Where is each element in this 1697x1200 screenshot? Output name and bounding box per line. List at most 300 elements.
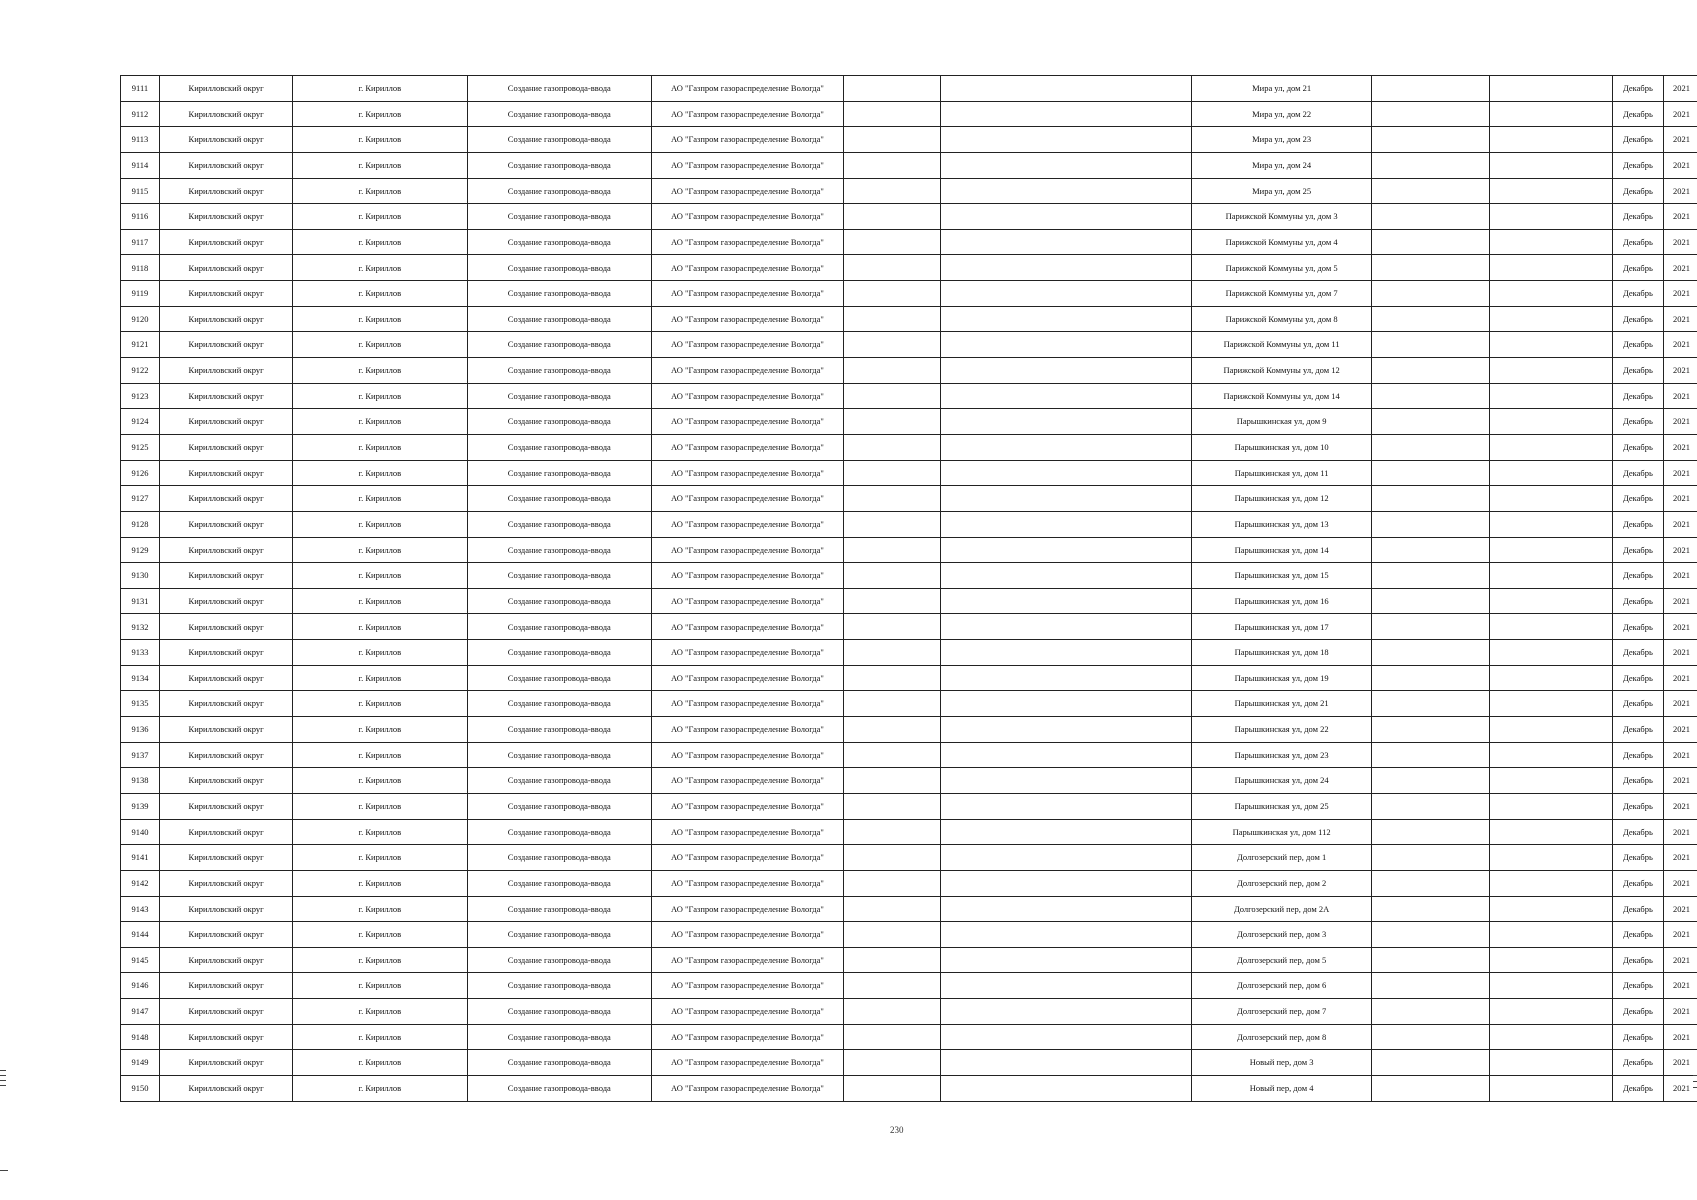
- city-cell: г. Кириллов: [293, 870, 467, 896]
- empty-cell: [843, 101, 940, 127]
- month-cell: Декабрь: [1612, 742, 1663, 768]
- address-cell: Парышкинская ул, дом 112: [1192, 819, 1371, 845]
- action-cell: Создание газопровода-ввода: [467, 281, 652, 307]
- row-number: 9115: [121, 178, 160, 204]
- okrug-cell: Кирилловский округ: [159, 127, 292, 153]
- empty-cell: [941, 793, 1192, 819]
- empty-cell: [1371, 358, 1489, 384]
- action-cell: Создание газопровода-ввода: [467, 537, 652, 563]
- city-cell: г. Кириллов: [293, 1075, 467, 1101]
- city-cell: г. Кириллов: [293, 896, 467, 922]
- okrug-cell: Кирилловский округ: [159, 845, 292, 871]
- address-cell: Долгозерский пер, дом 5: [1192, 947, 1371, 973]
- organization-cell: АО "Газпром газораспределение Вологда": [652, 358, 844, 384]
- organization-cell: АО "Газпром газораспределение Вологда": [652, 511, 844, 537]
- empty-cell: [1489, 896, 1612, 922]
- table-row: [121, 742, 1697, 768]
- month-cell: Декабрь: [1612, 460, 1663, 486]
- empty-cell: [1371, 563, 1489, 589]
- okrug-cell: Кирилловский округ: [159, 691, 292, 717]
- empty-cell: [1489, 717, 1612, 743]
- empty-cell: [1489, 152, 1612, 178]
- organization-cell: АО "Газпром газораспределение Вологда": [652, 845, 844, 871]
- empty-cell: [1489, 127, 1612, 153]
- empty-cell: [1489, 819, 1612, 845]
- empty-cell: [1489, 845, 1612, 871]
- row-number: 9139: [121, 793, 160, 819]
- empty-cell: [1371, 1050, 1489, 1076]
- organization-cell: АО "Газпром газораспределение Вологда": [652, 768, 844, 794]
- row-number: 9128: [121, 511, 160, 537]
- row-number: 9140: [121, 819, 160, 845]
- organization-cell: АО "Газпром газораспределение Вологда": [652, 665, 844, 691]
- year-cell: 2021: [1664, 486, 1697, 512]
- row-number: 9120: [121, 306, 160, 332]
- table-row: [121, 922, 1697, 948]
- empty-cell: [843, 358, 940, 384]
- city-cell: г. Кириллов: [293, 306, 467, 332]
- action-cell: Создание газопровода-ввода: [467, 742, 652, 768]
- action-cell: Создание газопровода-ввода: [467, 665, 652, 691]
- okrug-cell: Кирилловский округ: [159, 819, 292, 845]
- address-cell: Долгозерский пер, дом 6: [1192, 973, 1371, 999]
- empty-cell: [843, 1050, 940, 1076]
- table-row: [121, 691, 1697, 717]
- empty-cell: [1489, 640, 1612, 666]
- organization-cell: АО "Газпром газораспределение Вологда": [652, 973, 844, 999]
- okrug-cell: Кирилловский округ: [159, 409, 292, 435]
- empty-cell: [1371, 101, 1489, 127]
- action-cell: Создание газопровода-ввода: [467, 255, 652, 281]
- empty-cell: [843, 896, 940, 922]
- empty-cell: [941, 434, 1192, 460]
- table-row: [121, 358, 1697, 384]
- empty-cell: [1489, 665, 1612, 691]
- empty-cell: [1371, 127, 1489, 153]
- address-cell: Мира ул, дом 22: [1192, 101, 1371, 127]
- empty-cell: [1489, 768, 1612, 794]
- year-cell: 2021: [1664, 845, 1697, 871]
- gasification-table: [120, 75, 1697, 1102]
- okrug-cell: Кирилловский округ: [159, 332, 292, 358]
- empty-cell: [843, 563, 940, 589]
- organization-cell: АО "Газпром газораспределение Вологда": [652, 486, 844, 512]
- year-cell: 2021: [1664, 793, 1697, 819]
- address-cell: Долгозерский пер, дом 3: [1192, 922, 1371, 948]
- empty-cell: [1371, 588, 1489, 614]
- empty-cell: [941, 537, 1192, 563]
- okrug-cell: Кирилловский округ: [159, 717, 292, 743]
- empty-cell: [1489, 537, 1612, 563]
- organization-cell: АО "Газпром газораспределение Вологда": [652, 101, 844, 127]
- table-row: [121, 511, 1697, 537]
- empty-cell: [941, 358, 1192, 384]
- year-cell: 2021: [1664, 101, 1697, 127]
- empty-cell: [1489, 922, 1612, 948]
- address-cell: Парижской Коммуны ул, дом 12: [1192, 358, 1371, 384]
- address-cell: Парышкинская ул, дом 13: [1192, 511, 1371, 537]
- empty-cell: [1371, 229, 1489, 255]
- row-number: 9129: [121, 537, 160, 563]
- empty-cell: [1371, 793, 1489, 819]
- row-number: 9127: [121, 486, 160, 512]
- organization-cell: АО "Газпром газораспределение Вологда": [652, 947, 844, 973]
- organization-cell: АО "Газпром газораспределение Вологда": [652, 691, 844, 717]
- organization-cell: АО "Газпром газораспределение Вологда": [652, 1075, 844, 1101]
- month-cell: Декабрь: [1612, 409, 1663, 435]
- address-cell: Парышкинская ул, дом 23: [1192, 742, 1371, 768]
- empty-cell: [1371, 255, 1489, 281]
- empty-cell: [1489, 204, 1612, 230]
- empty-cell: [1489, 229, 1612, 255]
- city-cell: г. Кириллов: [293, 845, 467, 871]
- city-cell: г. Кириллов: [293, 486, 467, 512]
- table-row: [121, 614, 1697, 640]
- table-row: [121, 870, 1697, 896]
- month-cell: Декабрь: [1612, 588, 1663, 614]
- empty-cell: [843, 383, 940, 409]
- empty-cell: [843, 768, 940, 794]
- table-row: [121, 793, 1697, 819]
- row-number: 9147: [121, 999, 160, 1025]
- empty-cell: [1371, 999, 1489, 1025]
- organization-cell: АО "Газпром газораспределение Вологда": [652, 281, 844, 307]
- action-cell: Создание газопровода-ввода: [467, 1050, 652, 1076]
- month-cell: Декабрь: [1612, 973, 1663, 999]
- city-cell: г. Кириллов: [293, 460, 467, 486]
- address-cell: Парижской Коммуны ул, дом 7: [1192, 281, 1371, 307]
- city-cell: г. Кириллов: [293, 358, 467, 384]
- month-cell: Декабрь: [1612, 383, 1663, 409]
- year-cell: 2021: [1664, 922, 1697, 948]
- empty-cell: [941, 255, 1192, 281]
- month-cell: Декабрь: [1612, 204, 1663, 230]
- year-cell: 2021: [1664, 1050, 1697, 1076]
- table-row: [121, 434, 1697, 460]
- empty-cell: [1371, 204, 1489, 230]
- empty-cell: [843, 178, 940, 204]
- table-row: [121, 1050, 1697, 1076]
- row-number: 9126: [121, 460, 160, 486]
- empty-cell: [843, 486, 940, 512]
- month-cell: Декабрь: [1612, 281, 1663, 307]
- organization-cell: АО "Газпром газораспределение Вологда": [652, 717, 844, 743]
- empty-cell: [941, 101, 1192, 127]
- city-cell: г. Кириллов: [293, 383, 467, 409]
- okrug-cell: Кирилловский округ: [159, 588, 292, 614]
- year-cell: 2021: [1664, 281, 1697, 307]
- organization-cell: АО "Газпром газораспределение Вологда": [652, 819, 844, 845]
- empty-cell: [1371, 511, 1489, 537]
- scan-edge-mark: [0, 1170, 8, 1171]
- month-cell: Декабрь: [1612, 358, 1663, 384]
- month-cell: Декабрь: [1612, 101, 1663, 127]
- okrug-cell: Кирилловский округ: [159, 665, 292, 691]
- city-cell: г. Кириллов: [293, 178, 467, 204]
- action-cell: Создание газопровода-ввода: [467, 999, 652, 1025]
- empty-cell: [843, 127, 940, 153]
- table-row: [121, 460, 1697, 486]
- empty-cell: [1489, 1075, 1612, 1101]
- table-row: [121, 845, 1697, 871]
- table-row: [121, 999, 1697, 1025]
- city-cell: г. Кириллов: [293, 537, 467, 563]
- table-row: [121, 101, 1697, 127]
- action-cell: Создание газопровода-ввода: [467, 76, 652, 102]
- action-cell: Создание газопровода-ввода: [467, 819, 652, 845]
- month-cell: Декабрь: [1612, 255, 1663, 281]
- organization-cell: АО "Газпром газораспределение Вологда": [652, 537, 844, 563]
- empty-cell: [1371, 306, 1489, 332]
- empty-cell: [941, 922, 1192, 948]
- empty-cell: [1371, 460, 1489, 486]
- row-number: 9135: [121, 691, 160, 717]
- empty-cell: [1371, 922, 1489, 948]
- address-cell: Парышкинская ул, дом 11: [1192, 460, 1371, 486]
- empty-cell: [1489, 306, 1612, 332]
- address-cell: Парижской Коммуны ул, дом 5: [1192, 255, 1371, 281]
- right-margin-marks: [1693, 1075, 1697, 1093]
- month-cell: Декабрь: [1612, 229, 1663, 255]
- year-cell: 2021: [1664, 383, 1697, 409]
- city-cell: г. Кириллов: [293, 1024, 467, 1050]
- okrug-cell: Кирилловский округ: [159, 742, 292, 768]
- row-number: 9124: [121, 409, 160, 435]
- year-cell: 2021: [1664, 511, 1697, 537]
- row-number: 9116: [121, 204, 160, 230]
- organization-cell: АО "Газпром газораспределение Вологда": [652, 152, 844, 178]
- empty-cell: [1489, 742, 1612, 768]
- empty-cell: [1489, 870, 1612, 896]
- organization-cell: АО "Газпром газораспределение Вологда": [652, 793, 844, 819]
- table-row: [121, 127, 1697, 153]
- empty-cell: [1371, 717, 1489, 743]
- empty-cell: [843, 1075, 940, 1101]
- month-cell: Декабрь: [1612, 640, 1663, 666]
- row-number: 9144: [121, 922, 160, 948]
- empty-cell: [843, 460, 940, 486]
- city-cell: г. Кириллов: [293, 409, 467, 435]
- organization-cell: АО "Газпром газораспределение Вологда": [652, 588, 844, 614]
- year-cell: 2021: [1664, 691, 1697, 717]
- city-cell: г. Кириллов: [293, 691, 467, 717]
- address-cell: Парижской Коммуны ул, дом 3: [1192, 204, 1371, 230]
- empty-cell: [843, 204, 940, 230]
- empty-cell: [1489, 999, 1612, 1025]
- empty-cell: [941, 1024, 1192, 1050]
- table-row: [121, 152, 1697, 178]
- empty-cell: [1489, 409, 1612, 435]
- organization-cell: АО "Газпром газораспределение Вологда": [652, 434, 844, 460]
- year-cell: 2021: [1664, 537, 1697, 563]
- empty-cell: [843, 281, 940, 307]
- empty-cell: [1371, 665, 1489, 691]
- empty-cell: [843, 717, 940, 743]
- okrug-cell: Кирилловский округ: [159, 383, 292, 409]
- action-cell: Создание газопровода-ввода: [467, 178, 652, 204]
- okrug-cell: Кирилловский округ: [159, 229, 292, 255]
- empty-cell: [941, 665, 1192, 691]
- year-cell: 2021: [1664, 204, 1697, 230]
- empty-cell: [1371, 434, 1489, 460]
- action-cell: Создание газопровода-ввода: [467, 691, 652, 717]
- empty-cell: [941, 409, 1192, 435]
- empty-cell: [1489, 358, 1612, 384]
- month-cell: Декабрь: [1612, 511, 1663, 537]
- organization-cell: АО "Газпром газораспределение Вологда": [652, 1024, 844, 1050]
- month-cell: Декабрь: [1612, 819, 1663, 845]
- year-cell: 2021: [1664, 973, 1697, 999]
- year-cell: 2021: [1664, 870, 1697, 896]
- address-cell: Парижской Коммуны ул, дом 4: [1192, 229, 1371, 255]
- row-number: 9130: [121, 563, 160, 589]
- year-cell: 2021: [1664, 665, 1697, 691]
- empty-cell: [1489, 973, 1612, 999]
- month-cell: Декабрь: [1612, 922, 1663, 948]
- action-cell: Создание газопровода-ввода: [467, 614, 652, 640]
- empty-cell: [843, 793, 940, 819]
- row-number: 9134: [121, 665, 160, 691]
- empty-cell: [1371, 76, 1489, 102]
- address-cell: Новый пер, дом 3: [1192, 1050, 1371, 1076]
- row-number: 9142: [121, 870, 160, 896]
- month-cell: Декабрь: [1612, 486, 1663, 512]
- organization-cell: АО "Газпром газораспределение Вологда": [652, 742, 844, 768]
- year-cell: 2021: [1664, 947, 1697, 973]
- year-cell: 2021: [1664, 76, 1697, 102]
- empty-cell: [843, 819, 940, 845]
- table-row: [121, 255, 1697, 281]
- month-cell: Декабрь: [1612, 999, 1663, 1025]
- action-cell: Создание газопровода-ввода: [467, 793, 652, 819]
- empty-cell: [1489, 383, 1612, 409]
- organization-cell: АО "Газпром газораспределение Вологда": [652, 999, 844, 1025]
- okrug-cell: Кирилловский округ: [159, 358, 292, 384]
- year-cell: 2021: [1664, 255, 1697, 281]
- table-row: [121, 383, 1697, 409]
- okrug-cell: Кирилловский округ: [159, 486, 292, 512]
- empty-cell: [941, 819, 1192, 845]
- empty-cell: [1371, 845, 1489, 871]
- empty-cell: [1489, 101, 1612, 127]
- month-cell: Декабрь: [1612, 691, 1663, 717]
- okrug-cell: Кирилловский округ: [159, 1050, 292, 1076]
- empty-cell: [1371, 332, 1489, 358]
- empty-cell: [941, 717, 1192, 743]
- empty-cell: [1371, 486, 1489, 512]
- organization-cell: АО "Газпром газораспределение Вологда": [652, 306, 844, 332]
- action-cell: Создание газопровода-ввода: [467, 358, 652, 384]
- action-cell: Создание газопровода-ввода: [467, 768, 652, 794]
- row-number: 9150: [121, 1075, 160, 1101]
- month-cell: Декабрь: [1612, 434, 1663, 460]
- year-cell: 2021: [1664, 358, 1697, 384]
- address-cell: Долгозерский пер, дом 1: [1192, 845, 1371, 871]
- city-cell: г. Кириллов: [293, 204, 467, 230]
- row-number: 9112: [121, 101, 160, 127]
- empty-cell: [1371, 409, 1489, 435]
- year-cell: 2021: [1664, 896, 1697, 922]
- empty-cell: [941, 768, 1192, 794]
- empty-cell: [1371, 973, 1489, 999]
- row-number: 9149: [121, 1050, 160, 1076]
- empty-cell: [1489, 947, 1612, 973]
- address-cell: Долгозерский пер, дом 2: [1192, 870, 1371, 896]
- month-cell: Декабрь: [1612, 178, 1663, 204]
- empty-cell: [1489, 434, 1612, 460]
- year-cell: 2021: [1664, 1024, 1697, 1050]
- organization-cell: АО "Газпром газораспределение Вологда": [652, 614, 844, 640]
- action-cell: Создание газопровода-ввода: [467, 434, 652, 460]
- row-number: 9136: [121, 717, 160, 743]
- city-cell: г. Кириллов: [293, 511, 467, 537]
- empty-cell: [1489, 793, 1612, 819]
- year-cell: 2021: [1664, 434, 1697, 460]
- month-cell: Декабрь: [1612, 1075, 1663, 1101]
- table-row: [121, 409, 1697, 435]
- action-cell: Создание газопровода-ввода: [467, 101, 652, 127]
- empty-cell: [1489, 614, 1612, 640]
- okrug-cell: Кирилловский округ: [159, 768, 292, 794]
- empty-cell: [1489, 588, 1612, 614]
- empty-cell: [1371, 947, 1489, 973]
- month-cell: Декабрь: [1612, 947, 1663, 973]
- year-cell: 2021: [1664, 717, 1697, 743]
- okrug-cell: Кирилловский округ: [159, 793, 292, 819]
- city-cell: г. Кириллов: [293, 563, 467, 589]
- address-cell: Долгозерский пер, дом 7: [1192, 999, 1371, 1025]
- empty-cell: [843, 870, 940, 896]
- row-number: 9113: [121, 127, 160, 153]
- okrug-cell: Кирилловский округ: [159, 1024, 292, 1050]
- empty-cell: [941, 870, 1192, 896]
- month-cell: Декабрь: [1612, 665, 1663, 691]
- city-cell: г. Кириллов: [293, 922, 467, 948]
- organization-cell: АО "Газпром газораспределение Вологда": [652, 896, 844, 922]
- address-cell: Парышкинская ул, дом 15: [1192, 563, 1371, 589]
- empty-cell: [941, 1075, 1192, 1101]
- address-cell: Парижской Коммуны ул, дом 14: [1192, 383, 1371, 409]
- year-cell: 2021: [1664, 819, 1697, 845]
- empty-cell: [843, 409, 940, 435]
- empty-cell: [941, 229, 1192, 255]
- month-cell: Декабрь: [1612, 332, 1663, 358]
- organization-cell: АО "Газпром газораспределение Вологда": [652, 332, 844, 358]
- okrug-cell: Кирилловский округ: [159, 973, 292, 999]
- empty-cell: [941, 152, 1192, 178]
- empty-cell: [941, 332, 1192, 358]
- year-cell: 2021: [1664, 768, 1697, 794]
- table-row: [121, 537, 1697, 563]
- month-cell: Декабрь: [1612, 614, 1663, 640]
- month-cell: Декабрь: [1612, 1024, 1663, 1050]
- empty-cell: [1489, 460, 1612, 486]
- row-number: 9125: [121, 434, 160, 460]
- okrug-cell: Кирилловский округ: [159, 1075, 292, 1101]
- row-number: 9122: [121, 358, 160, 384]
- empty-cell: [843, 947, 940, 973]
- year-cell: 2021: [1664, 178, 1697, 204]
- empty-cell: [843, 152, 940, 178]
- action-cell: Создание газопровода-ввода: [467, 870, 652, 896]
- empty-cell: [843, 511, 940, 537]
- table-row: [121, 973, 1697, 999]
- okrug-cell: Кирилловский округ: [159, 640, 292, 666]
- address-cell: Мира ул, дом 21: [1192, 76, 1371, 102]
- city-cell: г. Кириллов: [293, 281, 467, 307]
- action-cell: Создание газопровода-ввода: [467, 306, 652, 332]
- row-number: 9123: [121, 383, 160, 409]
